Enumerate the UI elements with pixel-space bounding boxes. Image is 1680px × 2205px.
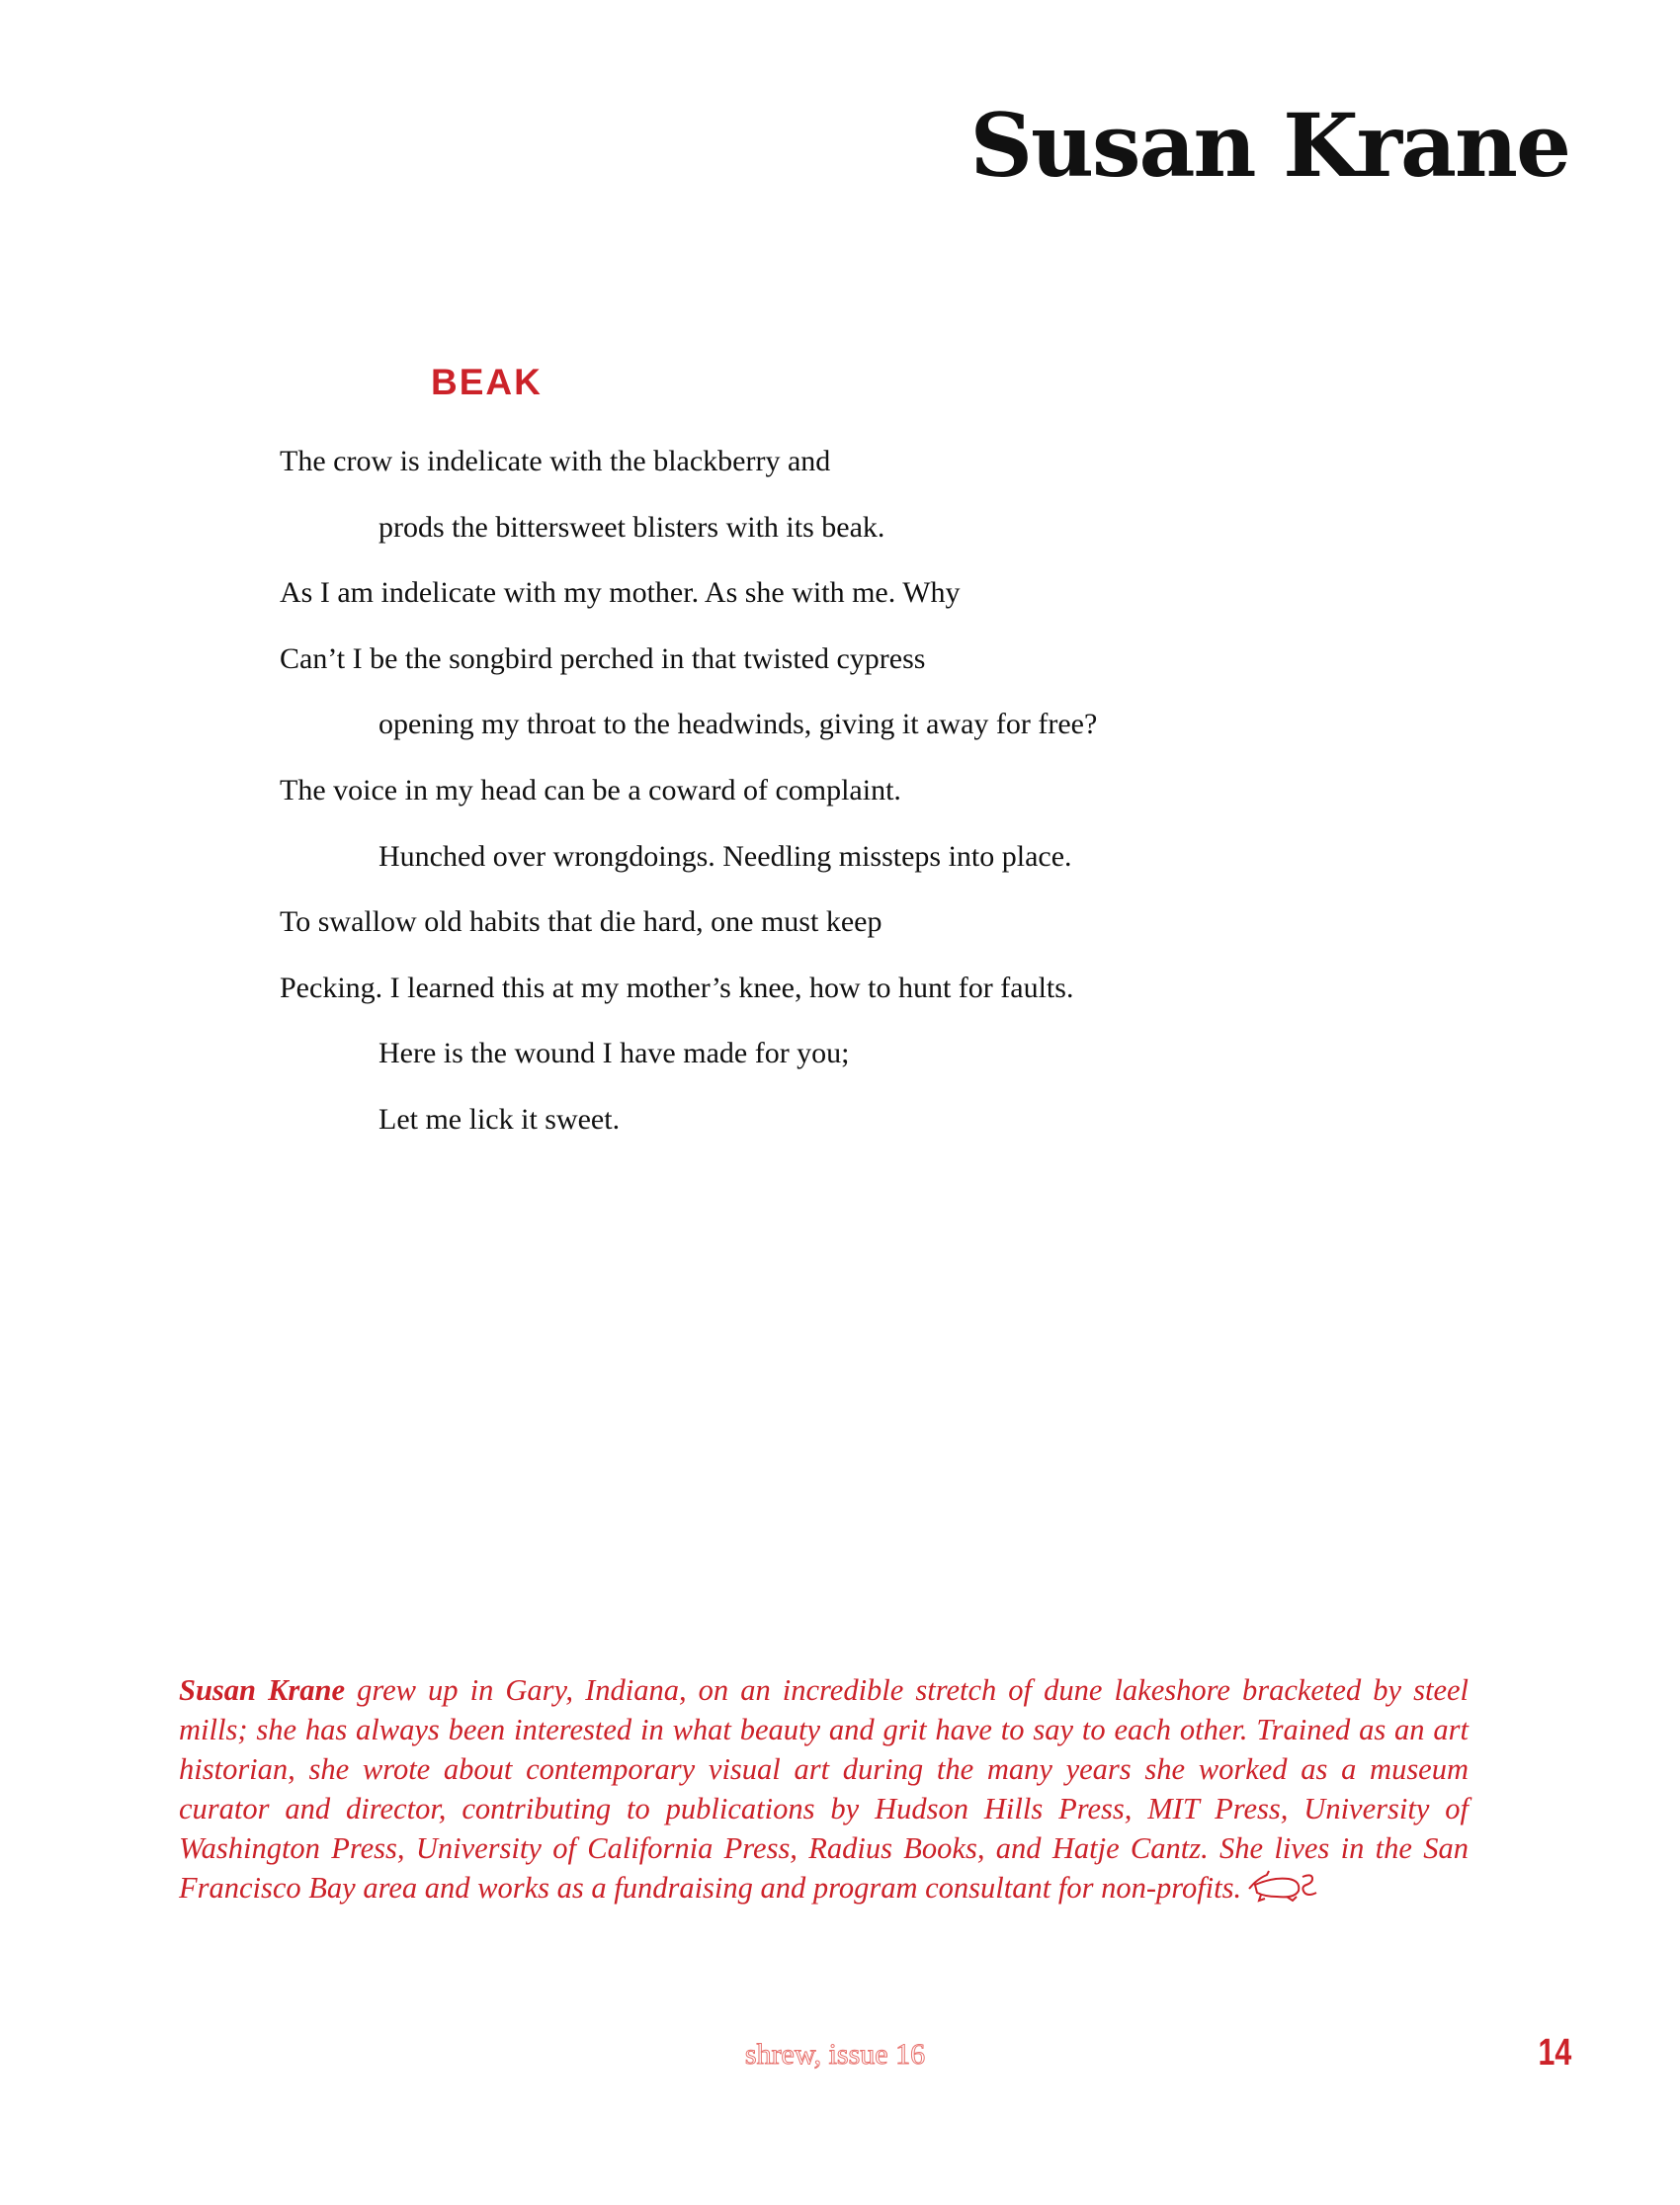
page-number: 14 bbox=[1538, 2032, 1571, 2074]
publication-footer: shrew, issue 16 bbox=[744, 2038, 926, 2071]
poem-line: The voice in my head can be a coward of complaint. bbox=[280, 773, 901, 806]
poem-line: As I am indelicate with my mother. As she with me. Why bbox=[280, 576, 961, 610]
poem-line: To swallow old habits that die hard, one must keep bbox=[280, 905, 882, 939]
bio-author-name: Susan Krane bbox=[179, 1673, 346, 1707]
poem-line: Can’t I be the songbird perched in that twisted cypress bbox=[280, 641, 926, 675]
bio-text: grew up in Gary, Indiana, on an incredible stretch of dune lakeshore bracketed by steel mills; she has always been interested in what beauty and grit have to say to each other. Trained as an art historian, she wrote about contemporary visual art during the many years she worked as a museum curator and director, contributing to publications by Hudson Hills Press, MIT Press, University of Washington Press, University of California Press, Radius Books, and Hatje Cantz. She lives in the San Francisco Bay area and works as a fundraising and program consultant for non-profits. bbox=[179, 1673, 1469, 1905]
poem-title: BEAK bbox=[431, 362, 543, 402]
poem-line: Let me lick it sweet. bbox=[378, 1102, 621, 1136]
poem-line: prods the bittersweet blisters with its beak. bbox=[378, 510, 885, 544]
poem-line: The crow is indelicate with the blackberry and bbox=[280, 445, 831, 477]
poem-line: Here is the wound I have made for you; bbox=[378, 1037, 850, 1070]
shrew-icon bbox=[1247, 1869, 1318, 1912]
poem-body bbox=[280, 440, 1097, 1164]
author-title: Susan Krane bbox=[969, 94, 1569, 197]
poem-line: Hunched over wrongdoings. Needling missteps into place. bbox=[378, 839, 1072, 873]
poem-line: Pecking. I learned this at my mother’s knee, how to hunt for faults. bbox=[280, 971, 1074, 1004]
poem-line: opening my throat to the headwinds, giving it away for free? bbox=[378, 708, 1098, 741]
author-bio bbox=[179, 1670, 1469, 1912]
